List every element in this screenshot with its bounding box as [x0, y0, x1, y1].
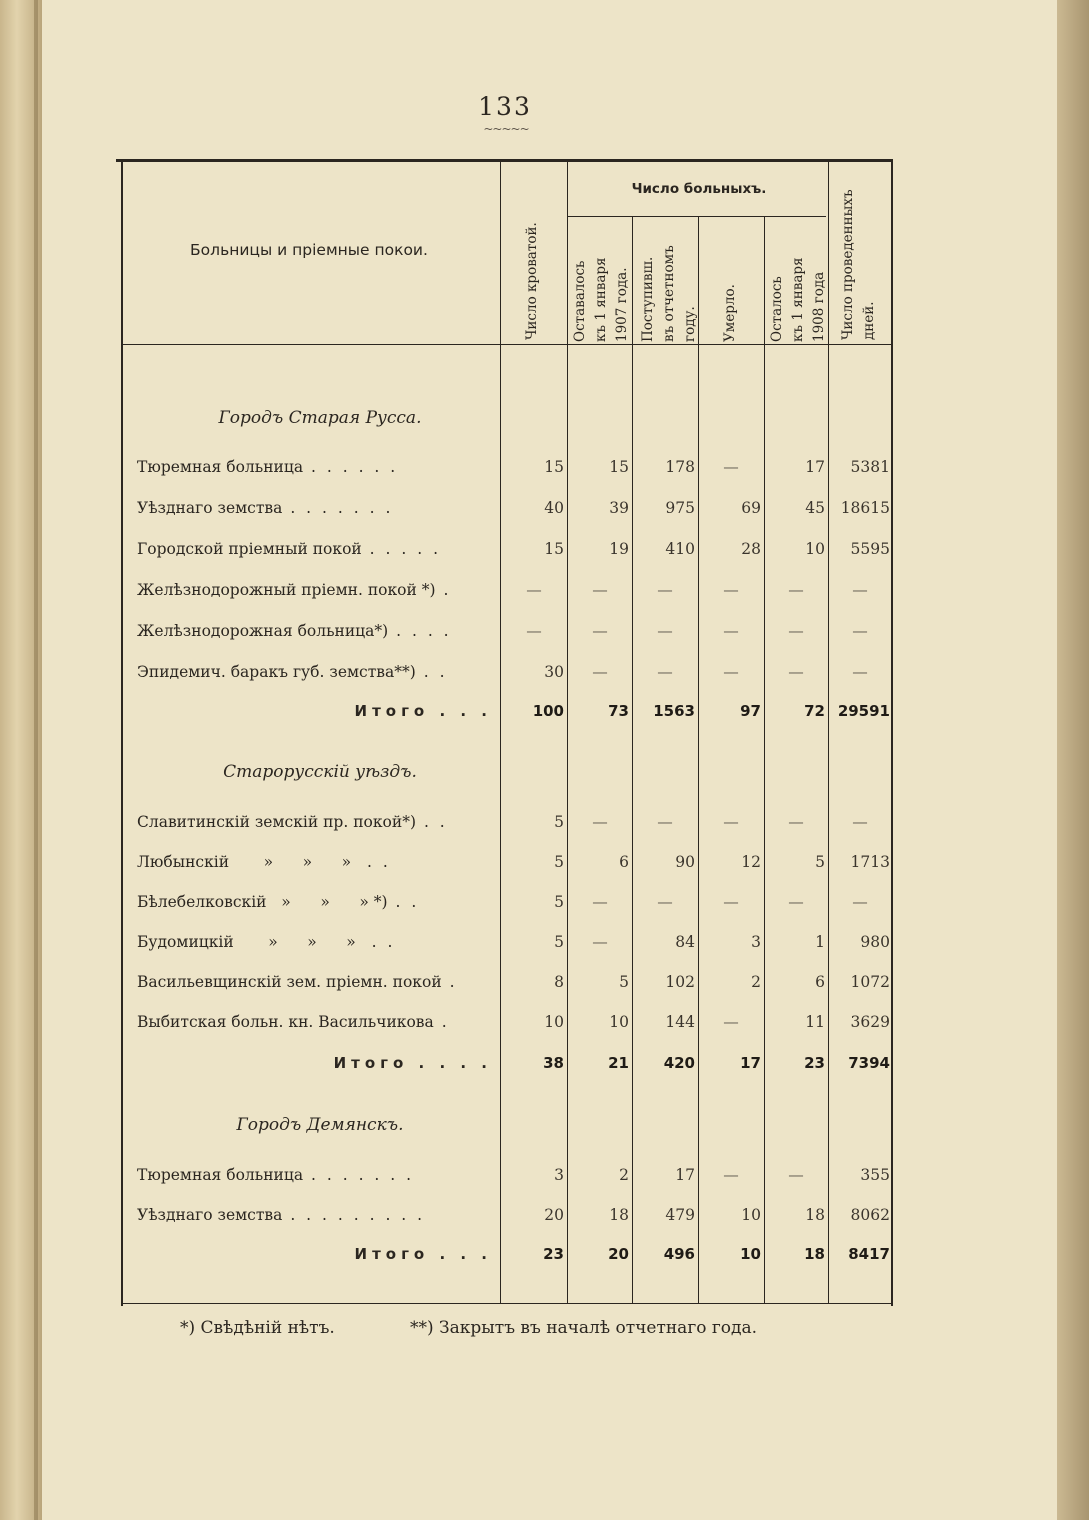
cell-rem07: 18 — [609, 1206, 629, 1224]
header-beds: Число кроватой. — [524, 222, 540, 340]
total-cell-died: 17 — [740, 1054, 761, 1072]
total-cell-days: 7394 — [848, 1054, 890, 1072]
col-sep-4 — [698, 217, 699, 1304]
footnote-no-data: *) Свѣдѣній нѣтъ. — [180, 1318, 335, 1338]
row-label: Желѣзнодорожная больница*) . . . . — [137, 622, 452, 640]
cell-rem07: — — [592, 893, 608, 911]
total-cell-adm: 420 — [663, 1054, 695, 1072]
cell-rem08: 10 — [805, 540, 825, 558]
cell-beds: 10 — [544, 1013, 564, 1031]
row-label: Славитинскій земскій пр. покой*) . . — [137, 813, 448, 831]
header-hospitals: Больницы и пріемные покои. — [190, 241, 428, 259]
cell-rem08: — — [788, 813, 804, 831]
cell-adm: 17 — [675, 1166, 695, 1184]
cell-days: — — [852, 813, 868, 831]
cell-died: 12 — [741, 853, 761, 871]
cell-died: 28 — [741, 540, 761, 558]
row-label: Эпидемич. баракъ губ. земства**) . . — [137, 663, 448, 681]
cell-beds: 5 — [554, 813, 564, 831]
cell-adm: — — [657, 622, 673, 640]
total-cell-beds: 23 — [543, 1245, 564, 1263]
total-label: Итого . . . — [354, 1245, 492, 1263]
cell-days: 5595 — [850, 540, 890, 558]
total-cell-adm: 496 — [663, 1245, 695, 1263]
row-label: Тюремная больница . . . . . . . — [137, 1166, 415, 1184]
book-spine-edge — [34, 0, 38, 1520]
table-top-rule — [116, 159, 893, 162]
cell-adm: 975 — [665, 499, 695, 517]
cell-rem08: 45 — [805, 499, 825, 517]
cell-adm: 84 — [675, 933, 695, 951]
cell-rem07: — — [592, 622, 608, 640]
total-cell-died: 97 — [740, 702, 761, 720]
cell-died: 10 — [741, 1206, 761, 1224]
total-cell-rem08: 23 — [804, 1054, 825, 1072]
cell-died: — — [723, 1166, 739, 1184]
cell-days: — — [852, 663, 868, 681]
cell-adm: — — [657, 893, 673, 911]
section-title: Старорусскій уѣздъ. — [223, 762, 417, 782]
page-number-ornament: ~~~~~ — [483, 122, 529, 136]
cell-days: 3629 — [850, 1013, 890, 1031]
cell-died: 2 — [751, 973, 761, 991]
total-cell-died: 10 — [740, 1245, 761, 1263]
cell-beds: 5 — [554, 853, 564, 871]
cell-rem07: 15 — [609, 458, 629, 476]
cell-rem08: — — [788, 1166, 804, 1184]
cell-rem08: 11 — [805, 1013, 825, 1031]
total-cell-adm: 1563 — [653, 702, 695, 720]
cell-adm: 144 — [665, 1013, 695, 1031]
total-cell-rem08: 18 — [804, 1245, 825, 1263]
cell-days: 5381 — [850, 458, 890, 476]
cell-beds: 30 — [544, 663, 564, 681]
cell-died: — — [723, 581, 739, 599]
cell-beds: 15 — [544, 458, 564, 476]
cell-rem08: 18 — [805, 1206, 825, 1224]
cell-days: 1713 — [850, 853, 890, 871]
row-label: Выбитская больн. кн. Васильчикова . — [137, 1013, 450, 1031]
cell-days: 18615 — [840, 499, 890, 517]
cell-rem07: — — [592, 933, 608, 951]
patients-group-rule — [568, 216, 826, 217]
header-days: Число проведенныхъ дней. — [840, 189, 877, 340]
cell-adm: 178 — [665, 458, 695, 476]
cell-adm: — — [657, 813, 673, 831]
cell-died: — — [723, 663, 739, 681]
cell-beds: 15 — [544, 540, 564, 558]
cell-rem08: — — [788, 581, 804, 599]
book-edge-right — [1057, 0, 1089, 1520]
cell-died: — — [723, 622, 739, 640]
cell-beds: 20 — [544, 1206, 564, 1224]
cell-beds: 40 — [544, 499, 564, 517]
cell-rem08: 6 — [815, 973, 825, 991]
total-cell-beds: 38 — [543, 1054, 564, 1072]
cell-died: 3 — [751, 933, 761, 951]
cell-rem07: 39 — [609, 499, 629, 517]
row-label: Будомицкій » » » . . — [137, 933, 396, 951]
cell-died: — — [723, 813, 739, 831]
header-admitted: Поступивш. въ отчетномъ году. — [640, 245, 698, 342]
cell-days: 8062 — [850, 1206, 890, 1224]
cell-days: 1072 — [850, 973, 890, 991]
cell-beds: — — [526, 581, 542, 599]
page-number: 133 — [478, 92, 532, 121]
page — [42, 0, 1057, 1520]
cell-rem07: 2 — [619, 1166, 629, 1184]
row-label: Васильевщинскій зем. пріемн. покой . — [137, 973, 458, 991]
cell-beds: 3 — [554, 1166, 564, 1184]
total-cell-rem08: 72 — [804, 702, 825, 720]
cell-rem07: — — [592, 581, 608, 599]
cell-died: — — [723, 458, 739, 476]
cell-adm: — — [657, 581, 673, 599]
row-label: Уѣзднаго земства . . . . . . . . . — [137, 1206, 426, 1224]
total-cell-rem07: 73 — [608, 702, 629, 720]
cell-died: — — [723, 893, 739, 911]
row-label: Бѣлебелковскій » » » *) . . — [137, 893, 420, 911]
cell-adm: 479 — [665, 1206, 695, 1224]
cell-rem08: — — [788, 622, 804, 640]
cell-adm: — — [657, 663, 673, 681]
row-label: Уѣзднаго земства . . . . . . . — [137, 499, 394, 517]
cell-beds: 8 — [554, 973, 564, 991]
cell-rem08: 5 — [815, 853, 825, 871]
col-sep-5 — [764, 217, 765, 1304]
cell-adm: 90 — [675, 853, 695, 871]
total-label: Итого . . . — [354, 702, 492, 720]
cell-rem08: 1 — [815, 933, 825, 951]
total-cell-beds: 100 — [532, 702, 564, 720]
total-cell-days: 8417 — [848, 1245, 890, 1263]
cell-rem08: 17 — [805, 458, 825, 476]
cell-rem08: — — [788, 893, 804, 911]
cell-days: — — [852, 622, 868, 640]
table-bottom-rule — [122, 1303, 892, 1304]
cell-beds: — — [526, 622, 542, 640]
cell-rem07: — — [592, 813, 608, 831]
cell-rem07: 19 — [609, 540, 629, 558]
col-sep-2 — [567, 160, 568, 1304]
row-label: Городской пріемный покой . . . . . — [137, 540, 442, 558]
cell-days: 980 — [860, 933, 890, 951]
col-sep-3 — [632, 217, 633, 1304]
total-label: Итого . . . . — [333, 1054, 492, 1072]
cell-days: — — [852, 581, 868, 599]
row-label: Тюремная больница . . . . . . — [137, 458, 399, 476]
cell-days: 355 — [860, 1166, 890, 1184]
cell-rem08: — — [788, 663, 804, 681]
cell-rem07: 5 — [619, 973, 629, 991]
total-cell-rem07: 21 — [608, 1054, 629, 1072]
footnote-closed: **) Закрытъ въ началѣ отчетнаго года. — [410, 1318, 758, 1338]
header-died: Умерло. — [722, 284, 738, 342]
cell-rem07: 6 — [619, 853, 629, 871]
table-right-rule — [891, 160, 893, 1306]
section-title: Городъ Старая Русса. — [218, 408, 422, 428]
cell-adm: 102 — [665, 973, 695, 991]
cell-died: 69 — [741, 499, 761, 517]
cell-beds: 5 — [554, 933, 564, 951]
section-title: Городъ Демянскъ. — [236, 1115, 404, 1135]
cell-rem07: 10 — [609, 1013, 629, 1031]
cell-beds: 5 — [554, 893, 564, 911]
header-remained-1907: Оставалось къ 1 января 1907 года. — [572, 257, 630, 342]
cell-died: — — [723, 1013, 739, 1031]
total-cell-days: 29591 — [837, 702, 890, 720]
header-bottom-rule — [122, 344, 892, 345]
table-left-rule — [121, 160, 123, 1306]
col-sep-1 — [500, 160, 501, 1304]
header-remained-1908: Осталось къ 1 января 1908 года — [769, 257, 827, 342]
cell-rem07: — — [592, 663, 608, 681]
row-label: Любынскій » » » . . — [137, 853, 391, 871]
header-patients-group: Число больныхъ. — [631, 181, 767, 197]
cell-days: — — [852, 893, 868, 911]
total-cell-rem07: 20 — [608, 1245, 629, 1263]
row-label: Желѣзнодорожный пріемн. покой *) . — [137, 581, 452, 599]
cell-adm: 410 — [665, 540, 695, 558]
